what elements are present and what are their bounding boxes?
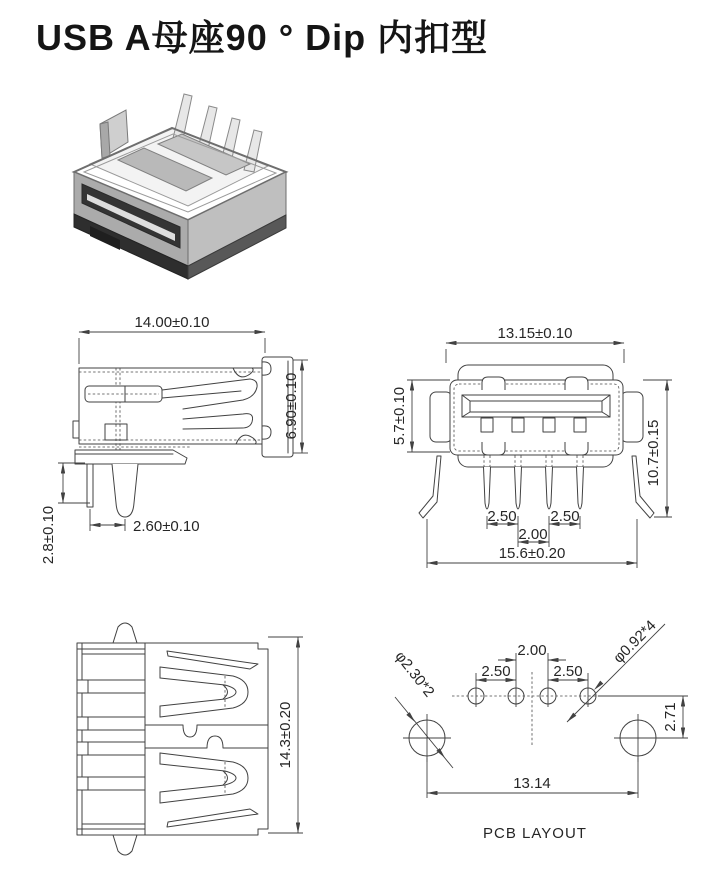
- dim-top-depth: 14.3±0.20: [277, 701, 294, 769]
- dim-side-width: 14.00±0.10: [134, 314, 210, 331]
- dim-pcb-pin-hole-dia: φ0.92*4: [610, 617, 660, 667]
- photo-connector-illustration: [74, 94, 286, 279]
- dim-side-peg-offset: 2.60±0.10: [133, 518, 200, 535]
- dim-front-total-height: 10.7±0.15: [645, 419, 662, 487]
- pcb-holes: [403, 653, 662, 762]
- dim-pcb-pitch-right: 2.50: [553, 663, 583, 680]
- dim-front-total-width: 15.6±0.20: [498, 545, 566, 562]
- dim-pcb-pitch-left: 2.50: [481, 663, 511, 680]
- dim-side-leg-height: 2.8±0.10: [40, 505, 57, 565]
- front-view-drawing: [391, 305, 715, 590]
- dim-pcb-row-offset: 2.71: [662, 702, 679, 732]
- dim-front-pitch-right: 2.50: [550, 508, 580, 525]
- pcb-dimensions: [391, 617, 688, 798]
- product-photo: [60, 78, 300, 293]
- front-view-outline: [419, 365, 654, 518]
- dim-pcb-pitch-center: 2.00: [517, 642, 547, 659]
- top-view-drawing: [55, 605, 320, 883]
- dim-side-height: 6.90±0.10: [283, 372, 300, 440]
- top-view-outline: [77, 623, 268, 855]
- dim-front-pitch-center: 2.00: [518, 526, 548, 543]
- pcb-centerlines: [452, 672, 642, 747]
- page-title: USB A母座90 ° Dip 内扣型: [36, 17, 489, 58]
- dim-pcb-mount-span: 13.14: [513, 775, 551, 792]
- dim-front-pitch-left: 2.50: [487, 508, 517, 525]
- top-view-dimensions: [268, 637, 303, 833]
- side-view-drawing: [40, 298, 340, 590]
- side-view-outline: [73, 357, 293, 517]
- dim-pcb-mount-hole-dia: φ2.30*2: [391, 648, 438, 701]
- pcb-layout-caption: PCB LAYOUT: [483, 825, 587, 842]
- dim-front-width: 13.15±0.10: [497, 325, 573, 342]
- pcb-layout-drawing: [391, 617, 715, 850]
- dim-front-face-height: 5.7±0.10: [391, 386, 408, 446]
